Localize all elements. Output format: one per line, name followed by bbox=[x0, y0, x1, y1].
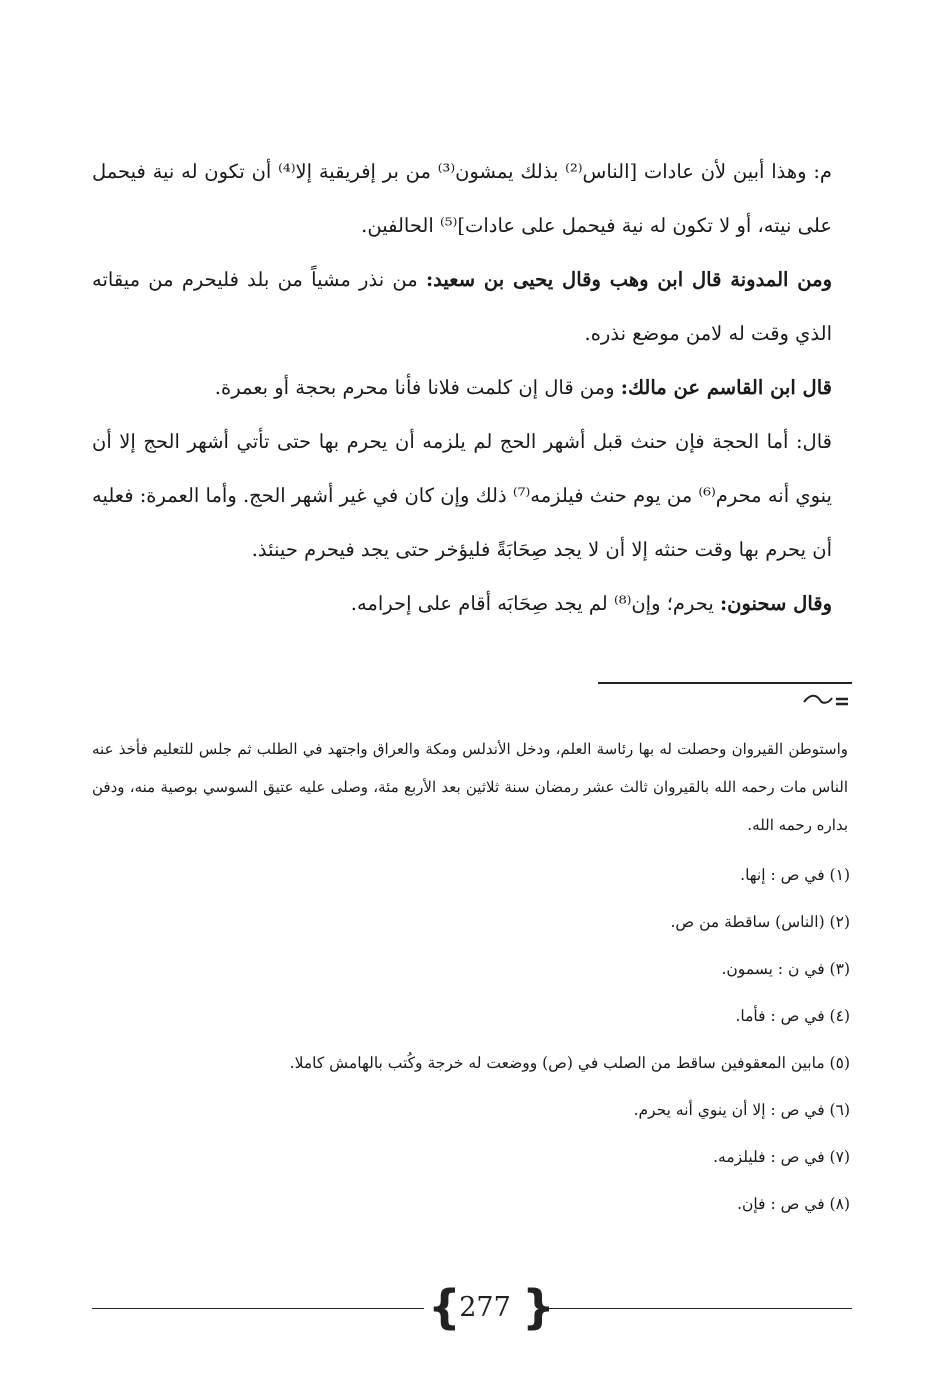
continuation-flourish-icon bbox=[802, 690, 850, 712]
footnote-7: (٧) في ص : فليلزمه. bbox=[713, 1148, 850, 1166]
continuation-mark bbox=[800, 690, 850, 718]
footnote-3: (٣) في ن : يسمون. bbox=[721, 960, 850, 978]
paragraph-3-text: ومن قال إن كلمت فلانا فأنا محرم بحجة أو بعمرة. bbox=[214, 376, 621, 399]
footnote-continuation: واستوطن القيروان وحصلت له بها رئاسة العلم، ودخل الأندلس ومكة والعراق واجتهد في الطلب ثم جلس للتعليم فأخذ عنه الناس مات رحمه الله بالقيروان ثالث عشر رمضان سنة ثلاثين بعد الأربع مئة، وصلى عليه عتيق السوسي بوصية منه، ودفن بداره رحمه الله. bbox=[92, 740, 848, 834]
footnote-4: (٤) في ص : فأما. bbox=[735, 1007, 850, 1025]
paragraph-1: م: وهذا أبين لأن عادات [الناس⁽²⁾ بذلك يمشون⁽³⁾ من بر إفريقية إلا⁽⁴⁾ أن تكون له نية فيحمل على نيته، أو لا تكون له نية فيحمل على عادات]⁽⁵⁾ الحالفين. bbox=[92, 160, 832, 237]
footnote-1: (١) في ص : إنها. bbox=[740, 866, 850, 884]
paragraph-2-lead: ومن المدونة قال ابن وهب وقال يحيى بن سعيد: bbox=[425, 268, 832, 291]
footnote-5: (٥) مابين المعقوفين ساقط من الصلب في (ص) ووضعت له خرجة وكُتب بالهامش كاملا. bbox=[289, 1054, 850, 1072]
paragraph-2-text: من نذر مشياً من بلد فليحرم من ميقاته الذي وقت له لامن موضع نذره. bbox=[92, 268, 832, 345]
footnote-separator bbox=[598, 682, 852, 684]
footnote-list bbox=[160, 852, 850, 1228]
paragraph-5 bbox=[92, 577, 832, 631]
paragraph-3 bbox=[92, 361, 832, 415]
footnote-2: (٢) (الناس) ساقطة من ص. bbox=[670, 913, 850, 931]
footnote-6: (٦) في ص : إلا أن ينوي أنه يحرم. bbox=[633, 1101, 850, 1119]
main-text bbox=[92, 145, 832, 631]
page-number-brace-left: { bbox=[428, 1280, 461, 1334]
footer-rule-right bbox=[540, 1308, 852, 1309]
page-number-brace-right: } bbox=[522, 1280, 555, 1334]
paragraph-2 bbox=[92, 253, 832, 361]
page-number: 277 bbox=[459, 1292, 511, 1323]
paragraph-3-lead: قال ابن القاسم عن مالك: bbox=[620, 376, 832, 399]
footnote-8: (٨) في ص : فإن. bbox=[737, 1195, 850, 1213]
paragraph-5-text: يحرم؛ وإن⁽⁸⁾ لم يجد صِحَابَه أقام على إحرامه. bbox=[350, 592, 720, 615]
footer-rule-left bbox=[92, 1308, 424, 1309]
paragraph-5-lead: وقال سحنون: bbox=[719, 592, 832, 615]
paragraph-4: قال: أما الحجة فإن حنث قبل أشهر الحج لم يلزمه أن يحرم بها حتى تأتي أشهر الحج إلا أن ينوي أنه محرم⁽⁶⁾ من يوم حنث فيلزمه⁽⁷⁾ ذلك وإن كان في غير أشهر الحج. وأما العمرة: فعليه أن يحرم بها وقت حنثه إلا أن لا يجد صِحَابَةً فليؤخر حتى يجد فيحرم حينئذ. bbox=[92, 430, 832, 561]
